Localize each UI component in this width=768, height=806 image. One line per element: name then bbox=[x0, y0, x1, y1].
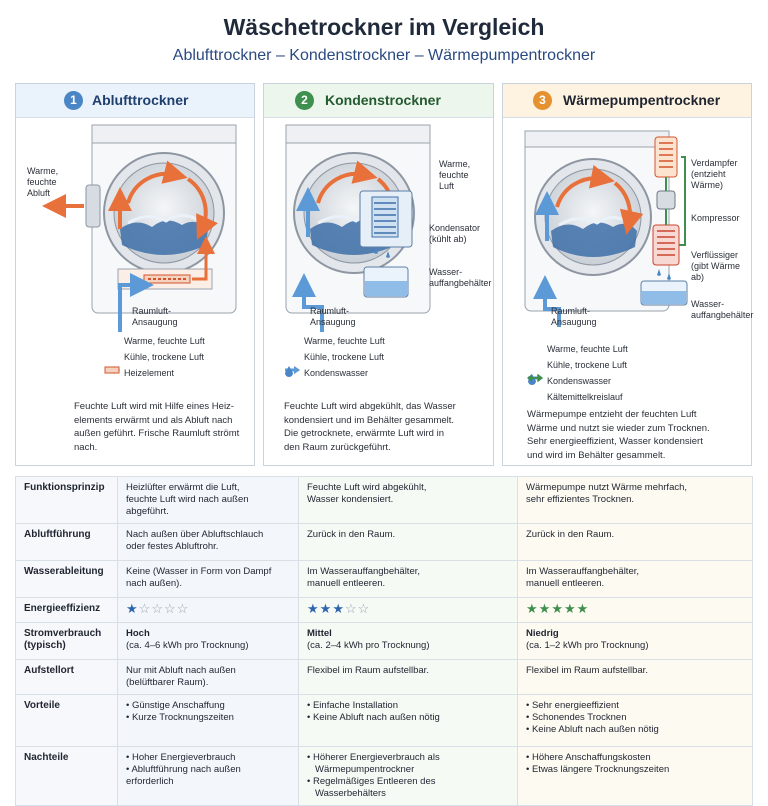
panel-heat-pump-dryer bbox=[502, 83, 752, 466]
cell-line: Flexibel im Raum aufstellbar. bbox=[526, 665, 648, 676]
table-cell bbox=[299, 561, 518, 598]
panel-description: Wärmepumpe entzieht der feuchten Luft Wärme und nutzt sie wieder zum Trocknen. Sehr energieeffizient, Wasser kondensiert und wird im Behälter gesammelt. bbox=[527, 409, 710, 461]
cell-line: Heizlüfter erwärmt die Luft, bbox=[126, 482, 240, 493]
star-empty-icon: ☆ bbox=[138, 601, 152, 616]
label-condenser: Kondensator (kühlt ab) bbox=[429, 223, 481, 244]
cell-line: Flexibel im Raum aufstellbar. bbox=[307, 665, 429, 676]
legend-item: Warme, feuchte Luft bbox=[527, 341, 628, 357]
star-filled-icon: ★ bbox=[551, 601, 564, 616]
star-filled-icon: ★ bbox=[307, 601, 320, 616]
cell-line: Im Wasserauffangbehälter, bbox=[307, 566, 421, 577]
page-title: Wäschetrockner im Vergleich bbox=[223, 14, 545, 40]
legend-item: Heizelement bbox=[104, 365, 205, 381]
star-filled-icon: ★ bbox=[126, 601, 139, 616]
cell-line: Keine (Wasser in Form von Dampf bbox=[126, 566, 272, 577]
star-empty-icon: ☆ bbox=[163, 601, 177, 616]
panel-header bbox=[264, 84, 493, 118]
cell-line: • Hoher Energieverbrauch bbox=[126, 752, 236, 763]
panel-heading: Wärmepumpentrockner bbox=[563, 92, 721, 108]
table-row bbox=[16, 747, 753, 806]
row-label: Wasserableitung bbox=[16, 561, 118, 598]
cell-line: (belüftbarer Raum). bbox=[126, 677, 209, 688]
legend-item: Kühle, trockene Luft bbox=[104, 349, 205, 365]
cell-line: feuchte Luft wird nach außen abgeführt. bbox=[126, 494, 249, 517]
label-compressor: Kompressor bbox=[691, 213, 740, 223]
table-row bbox=[16, 598, 753, 623]
legend bbox=[104, 333, 205, 381]
comparison-table bbox=[15, 476, 753, 806]
cell-line: • Keine Abluft nach außen nötig bbox=[307, 712, 440, 723]
heat-pump-dryer-illustration bbox=[503, 117, 753, 357]
table-cell bbox=[518, 660, 753, 695]
cell-line: Wärmepumpentrockner bbox=[315, 764, 415, 775]
star-empty-icon: ☆ bbox=[151, 601, 164, 616]
star-rating bbox=[526, 601, 589, 616]
cell-line: • Etwas längere Trocknungszeiten bbox=[526, 764, 670, 775]
cell-line: Feuchte Luft wird abgekühlt, bbox=[307, 482, 427, 493]
star-filled-icon: ★ bbox=[563, 601, 577, 616]
table-cell bbox=[518, 695, 753, 747]
star-empty-icon: ☆ bbox=[357, 601, 371, 616]
table-cell bbox=[518, 561, 753, 598]
legend-item: Warme, feuchte Luft bbox=[104, 333, 205, 349]
cell-line: (ca. 2–4 kWh pro Trocknung) bbox=[307, 640, 430, 651]
panel-heading: Kondenstrockner bbox=[325, 92, 441, 108]
table-cell bbox=[118, 623, 299, 660]
table-row bbox=[16, 561, 753, 598]
cell-line: Zurück in den Raum. bbox=[526, 529, 615, 540]
table-cell bbox=[299, 695, 518, 747]
table-cell bbox=[299, 623, 518, 660]
cell-line: Wasserbehälters bbox=[315, 788, 386, 799]
cell-line: Mittel bbox=[307, 628, 332, 639]
cell-line: Nur mit Abluft nach außen bbox=[126, 665, 236, 676]
legend-item: Kondenswasser bbox=[527, 373, 628, 389]
table-cell bbox=[118, 695, 299, 747]
step-number-badge: 1 bbox=[64, 91, 83, 110]
table-cell bbox=[118, 561, 299, 598]
label-room-air-intake: Raumluft- Ansaugung bbox=[132, 306, 178, 327]
label-room-air-intake: Raumluft- Ansaugung bbox=[551, 306, 597, 327]
star-filled-icon: ★ bbox=[538, 601, 552, 616]
panel-condenser-dryer bbox=[263, 83, 494, 466]
cell-line: Wasser kondensiert. bbox=[307, 494, 394, 505]
cell-line: manuell entleeren. bbox=[307, 578, 386, 589]
panel-description: Feuchte Luft wird abgekühlt, das Wasser kondensiert und im Behälter gesammelt. Die getrocknete, erwärmte Luft wird in den Raum zurückgeführt. bbox=[284, 401, 456, 453]
table-cell bbox=[299, 598, 518, 623]
row-label: Nachteile bbox=[16, 747, 118, 806]
table-cell bbox=[518, 598, 753, 623]
label-evaporator: Verdampfer (entzieht Wärme) bbox=[691, 158, 738, 190]
table-row bbox=[16, 695, 753, 747]
cell-line: manuell entleeren. bbox=[526, 578, 605, 589]
label-water-tank: Wasser- auffangbehälter bbox=[429, 267, 492, 288]
star-filled-icon: ★ bbox=[526, 601, 539, 616]
table-row bbox=[16, 477, 753, 524]
table-row bbox=[16, 623, 753, 660]
table-cell bbox=[118, 747, 299, 806]
table-cell bbox=[518, 623, 753, 660]
legend-item: Kühle, trockene Luft bbox=[527, 357, 628, 373]
panel-description: Feuchte Luft wird mit Hilfe eines Heiz- elements erwärmt und als Abluft nach außen geführt. Frische Raumluft strömt nach. bbox=[74, 401, 240, 453]
cell-line: Zurück in den Raum. bbox=[307, 529, 396, 540]
label-exhaust-air: Warme, feuchte Abluft bbox=[27, 166, 59, 198]
cell-line: nach außen). bbox=[126, 578, 182, 589]
panel-header bbox=[503, 84, 751, 118]
label-condenser: Verflüssiger (gibt Wärme ab) bbox=[691, 250, 741, 282]
legend bbox=[527, 341, 628, 405]
step-number-badge: 3 bbox=[533, 91, 552, 110]
cell-line: • Kurze Trocknungszeiten bbox=[126, 712, 234, 723]
panel-heading: Ablufttrockner bbox=[92, 92, 189, 108]
cell-line: • Regelmäßiges Entleeren des bbox=[307, 776, 436, 787]
cell-line: Hoch bbox=[126, 628, 150, 639]
cell-line: • Höherer Energieverbrauch als bbox=[307, 752, 440, 763]
star-filled-icon: ★ bbox=[576, 601, 590, 616]
row-label: Abluftführung bbox=[16, 524, 118, 561]
star-rating bbox=[307, 601, 370, 616]
star-empty-icon: ☆ bbox=[176, 601, 190, 616]
table-cell bbox=[299, 524, 518, 561]
table-cell bbox=[118, 598, 299, 623]
table-cell bbox=[299, 477, 518, 524]
table-row bbox=[16, 524, 753, 561]
table-cell bbox=[118, 660, 299, 695]
cell-line: sehr effizientes Trocknen. bbox=[526, 494, 635, 505]
cell-line: • Günstige Anschaffung bbox=[126, 700, 225, 711]
row-label: Funktionsprinzip bbox=[16, 477, 118, 524]
table-cell bbox=[299, 747, 518, 806]
legend-item: Kondenswasser bbox=[284, 365, 385, 381]
cell-line: • Höhere Anschaffungskosten bbox=[526, 752, 651, 763]
star-filled-icon: ★ bbox=[332, 601, 345, 616]
cell-line: • Schonendes Trocknen bbox=[526, 712, 627, 723]
table-row bbox=[16, 660, 753, 695]
cell-line: • Einfache Installation bbox=[307, 700, 398, 711]
cell-line: (ca. 4–6 kWh pro Trocknung) bbox=[126, 640, 249, 651]
table-cell bbox=[518, 747, 753, 806]
star-rating bbox=[126, 601, 189, 616]
row-label: Stromverbrauch (typisch) bbox=[16, 623, 118, 660]
star-filled-icon: ★ bbox=[319, 601, 333, 616]
legend bbox=[284, 333, 385, 381]
legend-item: Kühle, trockene Luft bbox=[284, 349, 385, 365]
table-cell bbox=[118, 524, 299, 561]
step-number-badge: 2 bbox=[295, 91, 314, 110]
cell-line: Wärmepumpe nutzt Wärme mehrfach, bbox=[526, 482, 688, 493]
cell-line: (ca. 1–2 kWh pro Trocknung) bbox=[526, 640, 649, 651]
legend-item: Kältemittelkreislauf bbox=[527, 389, 628, 405]
row-label: Energieeffizienz bbox=[16, 598, 118, 623]
cell-line: • Sehr energieeffizient bbox=[526, 700, 619, 711]
cell-line: oder festes Abluftrohr. bbox=[126, 541, 219, 552]
star-empty-icon: ☆ bbox=[344, 601, 358, 616]
table-cell bbox=[518, 477, 753, 524]
cell-line: • Abluftführung nach außen erforderlich bbox=[126, 764, 241, 787]
panel-header bbox=[16, 84, 254, 118]
cell-line: Im Wasserauffangbehälter, bbox=[526, 566, 640, 577]
table-cell bbox=[118, 477, 299, 524]
page-subtitle: Ablufttrockner – Kondenstrockner – Wärmepumpentrockner bbox=[172, 47, 596, 64]
table-cell bbox=[518, 524, 753, 561]
label-warm-humid-air: Warme, feuchte Luft bbox=[439, 159, 471, 191]
row-label: Vorteile bbox=[16, 695, 118, 747]
row-label: Aufstellort bbox=[16, 660, 118, 695]
cell-line: • Keine Abluft nach außen nötig bbox=[526, 724, 659, 735]
panel-exhaust-dryer bbox=[15, 83, 255, 466]
cell-line: Nach außen über Abluftschlauch bbox=[126, 529, 264, 540]
label-water-tank: Wasser- auffangbehälter bbox=[691, 299, 754, 320]
legend-item: Warme, feuchte Luft bbox=[284, 333, 385, 349]
cell-line: Niedrig bbox=[526, 628, 559, 639]
table-cell bbox=[299, 660, 518, 695]
label-room-air-intake: Raumluft- Ansaugung bbox=[310, 306, 356, 327]
